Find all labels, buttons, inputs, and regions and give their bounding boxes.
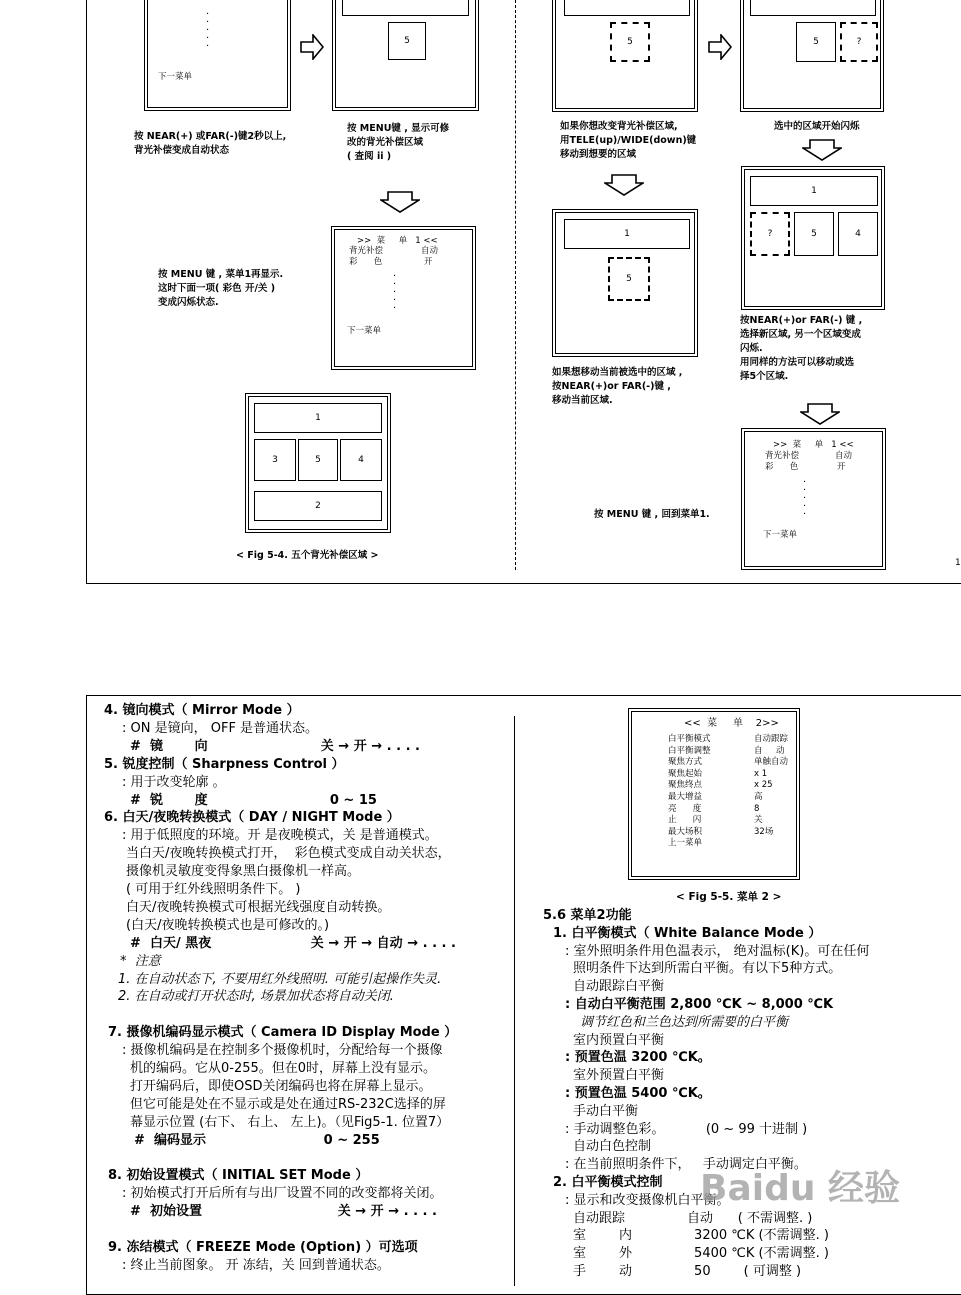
text-line: 幕显示位置 (右下、 右上、 左上)。（见Fig5-1. 位置7）: [130, 1114, 450, 1130]
text-line: # 白天/ 黑夜 关 → 开 → 自动 → . . . .: [130, 935, 456, 951]
text-line: 手动白平衡: [573, 1103, 639, 1119]
menu-next-label: 下一菜单: [158, 72, 193, 82]
text-line: 手 动 50 ( 可调整 ): [573, 1264, 802, 1279]
menu-2-row-label: 亮 度: [668, 803, 702, 814]
menu-2-row-value: 8: [754, 803, 760, 814]
caption-menu-reshow: 按 MENU 键 , 菜单1再显示. 这时下面一项( 彩色 开/关 ) 变成闪烁状态.: [158, 269, 284, 308]
zone-4: 4: [340, 439, 382, 481]
arrow-right-icon: [708, 34, 732, 60]
text-line: # 初始设置 关 → 开 → . . . .: [130, 1204, 437, 1220]
text-line: : 用于改变轮廓 。: [122, 774, 226, 790]
text-line: 8. 初始设置模式（ INITIAL SET Mode ）: [108, 1168, 369, 1184]
caption-selected-blink: 选中的区域开始闪烁: [774, 121, 860, 132]
text-line: 1. 在自动状态下, 不要用红外线照明. 可能引起操作失灵.: [118, 971, 442, 987]
text-line: 4. 镜向模式（ Mirror Mode ）: [104, 703, 300, 718]
screen-menu-next: . . . . . 下一菜单: [144, 0, 291, 111]
menu-2-row-value: 高: [754, 792, 763, 802]
text-line: 室内预置白平衡: [573, 1032, 665, 1048]
zone-3: 3: [254, 439, 296, 481]
text-line: (白天/夜晚转换模式也是可修改的。): [126, 917, 330, 933]
caption-move-area: 如果想移动当前被选中的区域 , 按NEAR(+)or FAR(-)键 , 移动当前区域.: [552, 367, 683, 406]
text-line: 7. 摄像机编码显示模式（ Camera ID Display Mode ）: [108, 1025, 458, 1041]
caption-back-menu1: 按 MENU 键 , 回到菜单1.: [594, 509, 710, 520]
text-line: : 预置色温 3200 ℃K。: [565, 1050, 711, 1066]
caption-near-far-hold: 按 NEAR(+) 或FAR(-)键2秒以上, 背光补偿变成自动状态: [134, 131, 287, 156]
arrow-down-icon: [802, 139, 842, 161]
text-line: 室外预置白平衡: [573, 1068, 665, 1084]
text-line: # 编码显示 0 ~ 255: [134, 1132, 380, 1148]
text-line: 照明条件下达到所需白平衡。有以下5种方式。: [573, 961, 842, 977]
menu-2-row-label: 止 闪: [668, 815, 702, 826]
text-line: 6. 白天/夜晚转换模式（ DAY / NIGHT Mode ）: [104, 810, 400, 826]
menu-2-row-value: 32场: [754, 826, 774, 837]
menu-2-row-value: 关: [754, 815, 763, 826]
text-line: : 终止当前图象。 开 冻结，关 回到普通状态。: [122, 1257, 390, 1273]
menu-2-row-label: 聚焦起始: [668, 768, 703, 779]
menu-2-row-label: 最大场积: [668, 826, 703, 837]
text-line: 自动跟踪白平衡: [573, 979, 665, 995]
text-line: : 在当前照明条件下， 手动调定白平衡。: [565, 1157, 807, 1173]
screen-zone-move: 1 5: [552, 209, 698, 357]
menu-2-screen: [628, 708, 800, 880]
text-line: : 自动白平衡范围 2,800 ℃K ~ 8,000 ℃K: [565, 997, 834, 1012]
menu-2-title: << 菜 单 2>>: [684, 718, 779, 729]
watermark: [700, 1160, 900, 1211]
watermark-text: Baidu 经验: [700, 1168, 901, 1209]
menu-2-row-label: 聚焦终点: [668, 780, 703, 791]
text-line: 室 外 5400 ℃K (不需调整. ): [573, 1246, 829, 1262]
menu-2-row-value: 自 动: [754, 745, 785, 756]
menu-2-row-value: x 1: [754, 768, 768, 779]
menu-2-row-label: 上一菜单: [668, 838, 703, 849]
screen-area-5: [332, 0, 479, 111]
text-line: : 用于低照度的环境。开 是夜晚模式，关 是普通模式。: [122, 828, 438, 844]
text-line: 当白天/夜晚转换模式打开， 彩色模式变成自动关状态，: [126, 846, 451, 862]
menu-2-row-label: 聚焦方式: [668, 757, 703, 768]
zone-2: 2: [254, 491, 382, 521]
text-line: 5.6 菜单2功能: [543, 908, 632, 923]
zone-5: 5: [298, 439, 338, 481]
fig-5-5-caption: < Fig 5-5. 菜单 2 >: [676, 891, 782, 903]
text-line: : 初始模式打开后所有与出厂设置不同的改变都将关闭。: [122, 1186, 443, 1202]
bottom-column-divider: [514, 716, 515, 1286]
caption-select-new: 按NEAR(+)or FAR(-) 键 , 选择新区域, 另一个区域变成 闪烁. 用同样的方法可以移动或选 择5个区域.: [740, 315, 863, 382]
text-line: : 手动调整色彩。 (0 ~ 99 十进制 ): [565, 1121, 808, 1137]
menu-2-row-label: 白平衡模式: [668, 734, 711, 744]
page-number: 1: [955, 558, 961, 568]
caption-menu-show-area: 按 MENU键 , 显示可修 改的背光补偿区域 ( 查阅 ii ): [347, 123, 450, 162]
arrow-down-icon: [380, 191, 420, 213]
text-line: 调节红色和兰色达到所需要的白平衡: [580, 1014, 789, 1030]
text-line: 1. 白平衡模式（ White Balance Mode ）: [553, 925, 822, 941]
menu-2-row-label: 白平衡调整: [668, 745, 711, 756]
menu-2-row-value: 自动跟踪: [754, 734, 789, 744]
menu-2-row-value: x 25: [754, 780, 773, 791]
screen-menu-1-final: >> 菜 单 1 << 背光补偿 自动 彩 色 开 . . . . . 下一菜单: [741, 428, 886, 570]
screen-zone-select: 1 ? 5 4: [741, 166, 885, 310]
arrow-down-icon: [604, 174, 644, 196]
screen-5-and-q: 5 ?: [740, 0, 884, 112]
menu-2-row-value: 单触自动: [754, 757, 789, 768]
text-line: 白天/夜晚转换模式可根据光线强度自动转换。: [126, 899, 391, 915]
text-line: : 显示和改变摄像机白平衡。: [565, 1192, 730, 1208]
menu-2-row-label: 最大增益: [668, 792, 703, 802]
text-line: 机的编码。它从0-255。但在0时，屏幕上没有显示。: [130, 1061, 437, 1076]
text-line: 但它可能是处在不显示或是处在通过RS-232C选择的屏: [130, 1096, 446, 1112]
caption-change-area: 如果你想改变背光补偿区域, 用TELE(up)/WIDE(down)键 移动到想要的区域: [560, 121, 697, 160]
fig-five-zones: [245, 393, 391, 533]
text-line: : 摄像机编码是在控制多个摄像机时，分配给每一个摄像: [122, 1043, 443, 1059]
text-line: 2. 在自动或打开状态时, 场景加状态将自动关闭.: [118, 989, 394, 1005]
text-line: 5. 锐度控制（ Sharpness Control ）: [104, 756, 345, 772]
text-line: 2. 白平衡模式控制: [553, 1175, 663, 1190]
screen-dashed-5: 5: [552, 0, 698, 112]
text-line: 室 内 3200 ℃K (不需调整. ): [573, 1228, 829, 1244]
screen-menu-1: >> 菜 单 1 << 背光补偿 自动 彩 色 开 . . . . . 下一菜单: [331, 226, 476, 370]
text-line: 摄像机灵敏度变得象黑白摄像机一样高。: [126, 864, 361, 880]
text-line: 自动白色控制: [573, 1139, 652, 1155]
zone-5: 5: [388, 22, 426, 60]
text-line: # 锐 度 0 ~ 15: [130, 792, 377, 808]
text-line: : 室外照明条件用色温表示， 绝对温标(K)。可在任何: [565, 943, 870, 959]
text-line: 9. 冻结模式（ FREEZE Mode (Option) ）可选项: [108, 1240, 418, 1255]
fig-5-4-caption: < Fig 5-4. 五个背光补偿区域 >: [236, 550, 379, 561]
arrow-right-icon: [300, 34, 324, 60]
text-line: : ON 是镜向， OFF 是普通状态。: [122, 720, 319, 736]
text-line: 自动跟踪 自动 ( 不需调整. ): [573, 1210, 813, 1226]
top-column-divider: [515, 0, 516, 570]
text-line: : 预置色温 5400 ℃K。: [565, 1086, 711, 1101]
zone-1: 1: [254, 403, 382, 433]
arrow-down-icon: [800, 403, 840, 425]
text-line: 打开编码后，即使OSD关闭编码也将在屏幕上显示。: [130, 1078, 432, 1094]
text-line: ( 可用于红外线照明条件下。 ): [126, 882, 301, 897]
text-line: * 注意: [120, 953, 161, 969]
text-line: # 镜 向 关 → 开 → . . . .: [130, 738, 420, 754]
